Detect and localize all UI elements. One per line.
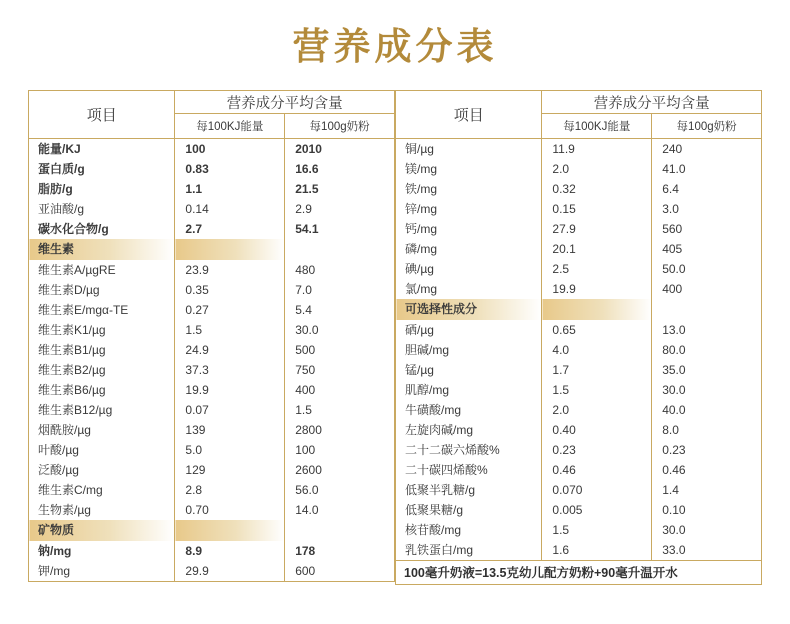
value-per-100g: 33.0 [652, 540, 762, 561]
value-per-100g: 750 [285, 360, 395, 380]
table-row [29, 561, 395, 582]
nutrient-name: 胆碱/mg [396, 340, 542, 360]
nutrient-name: 锰/µg [396, 360, 542, 380]
value-per-100g: 480 [285, 260, 395, 280]
table-row [29, 440, 395, 460]
value-per-100g: 2010 [285, 139, 395, 160]
value-per-100g: 6.4 [652, 179, 762, 199]
value-per-kj: 0.23 [542, 440, 652, 460]
value-per-kj: 0.005 [542, 500, 652, 520]
left-table-header [29, 91, 395, 139]
section-title: 可选择性成分 [396, 299, 542, 320]
nutrient-name: 左旋肉碱/mg [396, 420, 542, 440]
value-per-100g: 2800 [285, 420, 395, 440]
table-row [396, 219, 762, 239]
section-spacer [652, 299, 762, 320]
value-per-kj: 0.32 [542, 179, 652, 199]
table-row [396, 500, 762, 520]
value-per-kj: 2.5 [542, 259, 652, 279]
table-row [396, 279, 762, 299]
value-per-kj: 2.7 [175, 219, 285, 239]
value-per-kj: 2.0 [542, 159, 652, 179]
header-per-kj: 每100KJ能量 [175, 114, 285, 139]
table-row [29, 380, 395, 400]
value-per-100g: 13.0 [652, 320, 762, 340]
header-item: 项目 [396, 91, 542, 139]
table-row [396, 159, 762, 179]
section-spacer [285, 239, 395, 260]
value-per-kj: 5.0 [175, 440, 285, 460]
table-row [396, 320, 762, 340]
value-per-100g: 400 [652, 279, 762, 299]
table-row [396, 239, 762, 259]
nutrient-name: 能量/KJ [29, 139, 175, 160]
value-per-100g: 30.0 [652, 520, 762, 540]
value-per-100g: 3.0 [652, 199, 762, 219]
table-row [396, 179, 762, 199]
value-per-100g: 2600 [285, 460, 395, 480]
table-row [396, 360, 762, 380]
value-per-kj: 139 [175, 420, 285, 440]
nutrient-name: 生物素/µg [29, 500, 175, 520]
value-per-100g: 41.0 [652, 159, 762, 179]
right-table-header [396, 91, 762, 139]
value-per-100g: 35.0 [652, 360, 762, 380]
table-row [29, 300, 395, 320]
nutrient-name: 钙/mg [396, 219, 542, 239]
table-row [29, 541, 395, 561]
value-per-kj: 27.9 [542, 219, 652, 239]
table-row [29, 480, 395, 500]
table-row [396, 480, 762, 500]
nutrient-name: 钾/mg [29, 561, 175, 582]
nutrient-name: 脂肪/g [29, 179, 175, 199]
value-per-kj: 1.6 [542, 540, 652, 561]
value-per-kj: 0.35 [175, 280, 285, 300]
value-per-100g: 30.0 [652, 380, 762, 400]
nutrient-name: 低聚果糖/g [396, 500, 542, 520]
value-per-100g: 1.5 [285, 400, 395, 420]
nutrient-name: 维生素K1/µg [29, 320, 175, 340]
value-per-100g: 5.4 [285, 300, 395, 320]
nutrient-name: 乳铁蛋白/mg [396, 540, 542, 561]
value-per-kj: 2.0 [542, 400, 652, 420]
nutrient-name: 维生素C/mg [29, 480, 175, 500]
table-row [396, 420, 762, 440]
header-per-100g: 每100g奶粉 [285, 114, 395, 139]
nutrition-table-right [395, 90, 762, 561]
value-per-kj: 0.15 [542, 199, 652, 219]
value-per-100g: 0.23 [652, 440, 762, 460]
value-per-100g: 50.0 [652, 259, 762, 279]
nutrient-name: 泛酸/µg [29, 460, 175, 480]
header-average: 营养成分平均含量 [542, 91, 762, 114]
table-row [29, 280, 395, 300]
table-row [396, 259, 762, 279]
value-per-100g: 0.10 [652, 500, 762, 520]
value-per-kj: 19.9 [175, 380, 285, 400]
value-per-100g: 30.0 [285, 320, 395, 340]
table-row [396, 540, 762, 561]
nutrient-name: 钠/mg [29, 541, 175, 561]
value-per-100g: 54.1 [285, 219, 395, 239]
nutrient-name: 蛋白质/g [29, 159, 175, 179]
value-per-100g: 2.9 [285, 199, 395, 219]
section-spacer [285, 520, 395, 541]
value-per-100g: 240 [652, 139, 762, 160]
nutrient-name: 铁/mg [396, 179, 542, 199]
table-row [396, 400, 762, 420]
table-row [396, 460, 762, 480]
table-row [396, 520, 762, 540]
nutrient-name: 铜/µg [396, 139, 542, 160]
nutrient-name: 维生素D/µg [29, 280, 175, 300]
header-per-100g: 每100g奶粉 [652, 114, 762, 139]
value-per-100g: 405 [652, 239, 762, 259]
right-table-wrapper [395, 90, 762, 585]
table-row [29, 460, 395, 480]
value-per-kj: 0.83 [175, 159, 285, 179]
value-per-100g: 600 [285, 561, 395, 582]
header-item: 项目 [29, 91, 175, 139]
value-per-kj: 37.3 [175, 360, 285, 380]
value-per-kj: 0.27 [175, 300, 285, 320]
value-per-100g: 100 [285, 440, 395, 460]
value-per-kj: 129 [175, 460, 285, 480]
value-per-kj: 100 [175, 139, 285, 160]
value-per-kj: 0.14 [175, 199, 285, 219]
value-per-kj: 1.5 [542, 520, 652, 540]
value-per-100g: 8.0 [652, 420, 762, 440]
nutrient-name: 硒/µg [396, 320, 542, 340]
page-title: 营养成分表 [292, 27, 498, 68]
nutrient-name: 锌/mg [396, 199, 542, 219]
table-row [396, 340, 762, 360]
nutrient-name: 二十碳四烯酸% [396, 460, 542, 480]
value-per-100g: 7.0 [285, 280, 395, 300]
value-per-100g: 178 [285, 541, 395, 561]
value-per-kj: 2.8 [175, 480, 285, 500]
value-per-kj: 20.1 [542, 239, 652, 259]
nutrient-name: 维生素A/µgRE [29, 260, 175, 280]
nutrient-name: 肌醇/mg [396, 380, 542, 400]
table-row [29, 360, 395, 380]
left-table-body [29, 139, 395, 582]
table-row [29, 500, 395, 520]
nutrient-name: 叶酸/µg [29, 440, 175, 460]
table-row [29, 179, 395, 199]
table-row [29, 159, 395, 179]
value-per-kj: 0.46 [542, 460, 652, 480]
nutrition-table-left [28, 90, 395, 582]
value-per-kj: 1.5 [175, 320, 285, 340]
section-header-row [396, 299, 762, 320]
value-per-kj: 0.40 [542, 420, 652, 440]
nutrient-name: 碳水化合物/g [29, 219, 175, 239]
table-row [396, 440, 762, 460]
value-per-kj: 23.9 [175, 260, 285, 280]
value-per-kj: 11.9 [542, 139, 652, 160]
table-row [29, 260, 395, 280]
value-per-kj: 0.07 [175, 400, 285, 420]
table-row [396, 199, 762, 219]
nutrient-name: 牛磺酸/mg [396, 400, 542, 420]
nutrient-name: 维生素B1/µg [29, 340, 175, 360]
nutrient-name: 碘/µg [396, 259, 542, 279]
table-row [29, 340, 395, 360]
table-row [29, 199, 395, 219]
section-spacer [175, 520, 285, 541]
value-per-kj: 1.7 [542, 360, 652, 380]
header-average: 营养成分平均含量 [175, 91, 395, 114]
value-per-100g: 56.0 [285, 480, 395, 500]
section-header-row [29, 520, 395, 541]
nutrient-name: 氯/mg [396, 279, 542, 299]
table-row [29, 219, 395, 239]
nutrient-name: 亚油酸/g [29, 199, 175, 219]
tables-container [0, 70, 790, 585]
value-per-100g: 80.0 [652, 340, 762, 360]
value-per-kj: 4.0 [542, 340, 652, 360]
table-row [29, 139, 395, 160]
nutrient-name: 维生素B2/µg [29, 360, 175, 380]
table-row [29, 320, 395, 340]
value-per-100g: 500 [285, 340, 395, 360]
nutrient-name: 核苷酸/mg [396, 520, 542, 540]
section-spacer [175, 239, 285, 260]
value-per-kj: 0.70 [175, 500, 285, 520]
section-spacer [542, 299, 652, 320]
left-table-wrapper [28, 90, 395, 585]
table-row [396, 380, 762, 400]
value-per-100g: 16.6 [285, 159, 395, 179]
value-per-100g: 14.0 [285, 500, 395, 520]
value-per-kj: 19.9 [542, 279, 652, 299]
preparation-note: 100毫升奶液=13.5克幼儿配方奶粉+90毫升温开水 [395, 561, 762, 585]
table-row [29, 400, 395, 420]
value-per-100g: 560 [652, 219, 762, 239]
value-per-kj: 0.65 [542, 320, 652, 340]
value-per-100g: 21.5 [285, 179, 395, 199]
nutrient-name: 镁/mg [396, 159, 542, 179]
nutrient-name: 维生素B12/µg [29, 400, 175, 420]
value-per-kj: 1.1 [175, 179, 285, 199]
value-per-kj: 29.9 [175, 561, 285, 582]
value-per-100g: 1.4 [652, 480, 762, 500]
nutrient-name: 维生素B6/µg [29, 380, 175, 400]
nutrient-name: 低聚半乳糖/g [396, 480, 542, 500]
header-per-kj: 每100KJ能量 [542, 114, 652, 139]
nutrient-name: 磷/mg [396, 239, 542, 259]
value-per-kj: 8.9 [175, 541, 285, 561]
section-header-row [29, 239, 395, 260]
nutrient-name: 维生素E/mgα-TE [29, 300, 175, 320]
value-per-kj: 0.070 [542, 480, 652, 500]
value-per-kj: 24.9 [175, 340, 285, 360]
value-per-100g: 40.0 [652, 400, 762, 420]
right-table-body [396, 139, 762, 561]
value-per-100g: 400 [285, 380, 395, 400]
nutrient-name: 烟酰胺/µg [29, 420, 175, 440]
nutrient-name: 二十二碳六烯酸% [396, 440, 542, 460]
value-per-100g: 0.46 [652, 460, 762, 480]
table-row [396, 139, 762, 160]
value-per-kj: 1.5 [542, 380, 652, 400]
table-row [29, 420, 395, 440]
section-title: 矿物质 [29, 520, 175, 541]
section-title: 维生素 [29, 239, 175, 260]
